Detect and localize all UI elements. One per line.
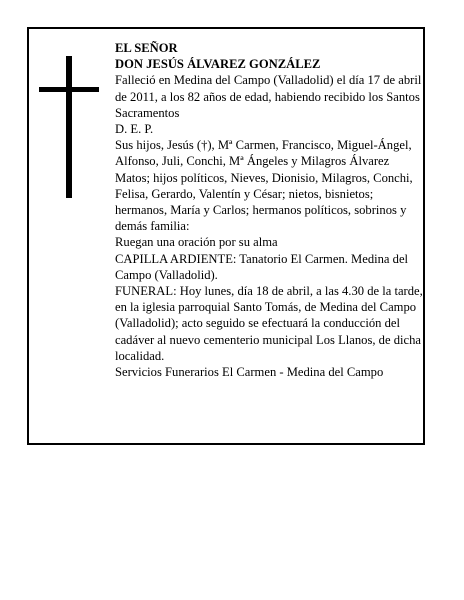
death-info: Falleció en Medina del Campo (Valladolid) el día 17 de abril de 2011, a los 82 años de edad, habiendo recibido los Santos Sacramentos [115, 73, 422, 120]
cross-horizontal-bar [39, 87, 99, 92]
funeral-info: FUNERAL: Hoy lunes, día 18 de abril, a las 4.30 de la tarde, en la iglesia parroquial Santo Tomás, de Medina del Campo (Valladolid); acto seguido se efectuará la conducción del cadáver al nuevo cementerio municipal Los Llanos, de dicha localidad. [115, 284, 423, 363]
obituary-notice [27, 27, 425, 445]
notice-text [115, 40, 423, 380]
funeral-services: Servicios Funerarios El Carmen - Medina del Campo [115, 365, 384, 380]
dep-line: D. E. P. [115, 122, 154, 137]
cross-vertical-bar [66, 56, 72, 198]
deceased-title: EL SEÑOR [115, 41, 178, 55]
prayer-request: Ruegan una oración por su alma [115, 235, 278, 250]
latin-cross-icon [39, 56, 99, 198]
family-list: Sus hijos, Jesús (†), Mª Carmen, Francisco, Miguel-Ángel, Alfonso, Juli, Conchi, Mª Ángeles y Milagros Álvarez Matos; hijos políticos, Nieves, Dionisio, Milagros, Conchi, Felisa, Gerardo, Valentín y César; nietos, bisnietos; hermanos, María y Carlos; hermanos políticos, sobrinos y demás familia: [115, 138, 413, 234]
deceased-name: DON JESÚS ÁLVAREZ GONZÁLEZ [115, 57, 321, 72]
chapel-info: CAPILLA ARDIENTE: Tanatorio El Carmen. Medina del Campo (Valladolid). [115, 251, 409, 282]
